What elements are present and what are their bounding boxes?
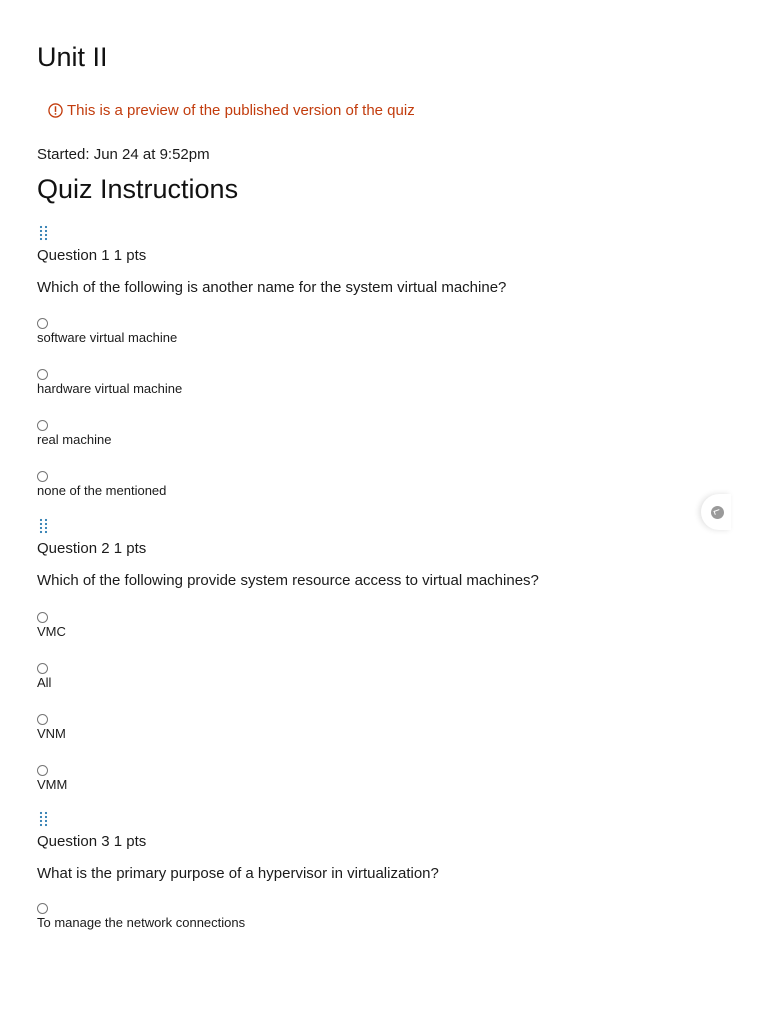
answer-radio[interactable] bbox=[37, 318, 48, 329]
preview-notice bbox=[48, 102, 415, 119]
answer-label: hardware virtual machine bbox=[37, 381, 183, 396]
drag-handle-icon[interactable] bbox=[39, 811, 49, 827]
answer-label: VNM bbox=[37, 726, 66, 741]
answer-radio[interactable] bbox=[37, 903, 48, 914]
answer-option[interactable] bbox=[37, 765, 537, 805]
question-text: Which of the following is another name for the system virtual machine? bbox=[37, 279, 507, 296]
answer-option[interactable] bbox=[37, 663, 537, 703]
floating-side-tab[interactable] bbox=[701, 494, 731, 530]
answer-option[interactable] bbox=[37, 903, 537, 943]
question-text: What is the primary purpose of a hypervisor in virtualization? bbox=[37, 865, 439, 882]
warning-icon bbox=[48, 103, 63, 118]
drag-handle-icon[interactable] bbox=[39, 518, 49, 534]
answer-option[interactable] bbox=[37, 369, 537, 409]
answer-radio[interactable] bbox=[37, 612, 48, 623]
answer-label: To manage the network connections bbox=[37, 915, 246, 930]
answer-option[interactable] bbox=[37, 471, 537, 511]
answer-option[interactable] bbox=[37, 318, 537, 358]
answer-radio[interactable] bbox=[37, 663, 48, 674]
answer-option[interactable] bbox=[37, 714, 537, 754]
question-heading: Question 1 1 pts bbox=[37, 247, 147, 264]
page-title: Unit II bbox=[37, 42, 108, 72]
answer-label: VMM bbox=[37, 777, 68, 792]
tab-icon bbox=[711, 506, 724, 519]
question-text: Which of the following provide system resource access to virtual machines? bbox=[37, 572, 539, 589]
answer-option[interactable] bbox=[37, 612, 537, 652]
started-timestamp: Started: Jun 24 at 9:52pm bbox=[37, 146, 210, 163]
question-heading: Question 2 1 pts bbox=[37, 540, 147, 557]
answer-label: VMC bbox=[37, 624, 66, 639]
answer-option[interactable] bbox=[37, 420, 537, 460]
question-heading: Question 3 1 pts bbox=[37, 833, 147, 850]
drag-handle-icon[interactable] bbox=[39, 225, 49, 241]
answer-radio[interactable] bbox=[37, 714, 48, 725]
answer-radio[interactable] bbox=[37, 471, 48, 482]
answer-label: software virtual machine bbox=[37, 330, 178, 345]
quiz-instructions-heading: Quiz Instructions bbox=[37, 174, 239, 204]
answer-label: real machine bbox=[37, 432, 112, 447]
answer-radio[interactable] bbox=[37, 765, 48, 776]
answer-radio[interactable] bbox=[37, 369, 48, 380]
preview-notice-text: This is a preview of the published version of the quiz bbox=[67, 102, 415, 119]
answer-radio[interactable] bbox=[37, 420, 48, 431]
answer-label: none of the mentioned bbox=[37, 483, 167, 498]
answer-label: All bbox=[37, 675, 52, 690]
